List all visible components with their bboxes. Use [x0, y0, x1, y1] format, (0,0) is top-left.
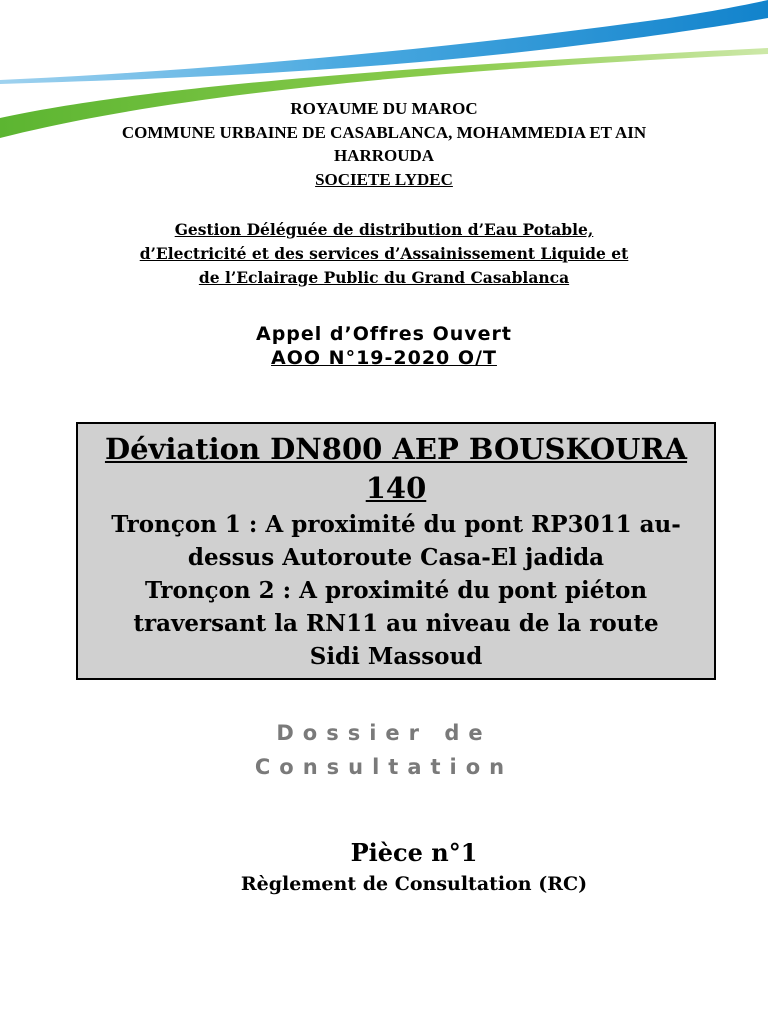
- mandate-description: [40, 218, 728, 290]
- mandate-line1: Gestion Déléguée de distribution d’Eau Potable,: [174, 220, 594, 239]
- tender-type: Appel d’Offres Ouvert: [255, 323, 512, 345]
- project-title-box: [76, 422, 716, 680]
- company-name: SOCIETE LYDEC: [315, 169, 453, 189]
- section1-line1: Tronçon 1 : A proximité du pont RP3011 au-: [111, 511, 681, 538]
- piece-number: Pièce n°1: [350, 838, 478, 867]
- piece-name: Règlement de Consultation (RC): [240, 873, 588, 895]
- project-title-line1: Déviation DN800 AEP BOUSKOURA: [104, 432, 688, 466]
- commune-name-line2: HARROUDA: [333, 146, 435, 165]
- country-name: ROYAUME DU MAROC: [290, 99, 478, 118]
- commune-name-line1: COMMUNE URBAINE DE CASABLANCA, MOHAMMEDIA ET AIN: [121, 122, 647, 142]
- project-title-line2: 140: [365, 471, 427, 505]
- section1-line2: dessus Autoroute Casa-El jadida: [187, 544, 605, 571]
- issuer-header: [0, 97, 768, 191]
- mandate-line3: de l’Eclairage Public du Grand Casablanca: [198, 268, 570, 287]
- section2-line1: Tronçon 2 : A proximité du pont piéton: [144, 577, 648, 604]
- tender-reference: AOO N°19-2020 O/T: [271, 347, 497, 369]
- mandate-line2: d’Electricité et des services d’Assainissement Liquide et: [139, 244, 629, 263]
- section2-line3: Sidi Massoud: [309, 643, 483, 670]
- dossier-line2: Consultation: [254, 755, 514, 779]
- dossier-label: [0, 716, 768, 784]
- section2-line2: traversant la RN11 au niveau de la route: [133, 610, 659, 637]
- tender-info: [0, 322, 768, 370]
- dossier-line1: Dossier de: [276, 721, 492, 745]
